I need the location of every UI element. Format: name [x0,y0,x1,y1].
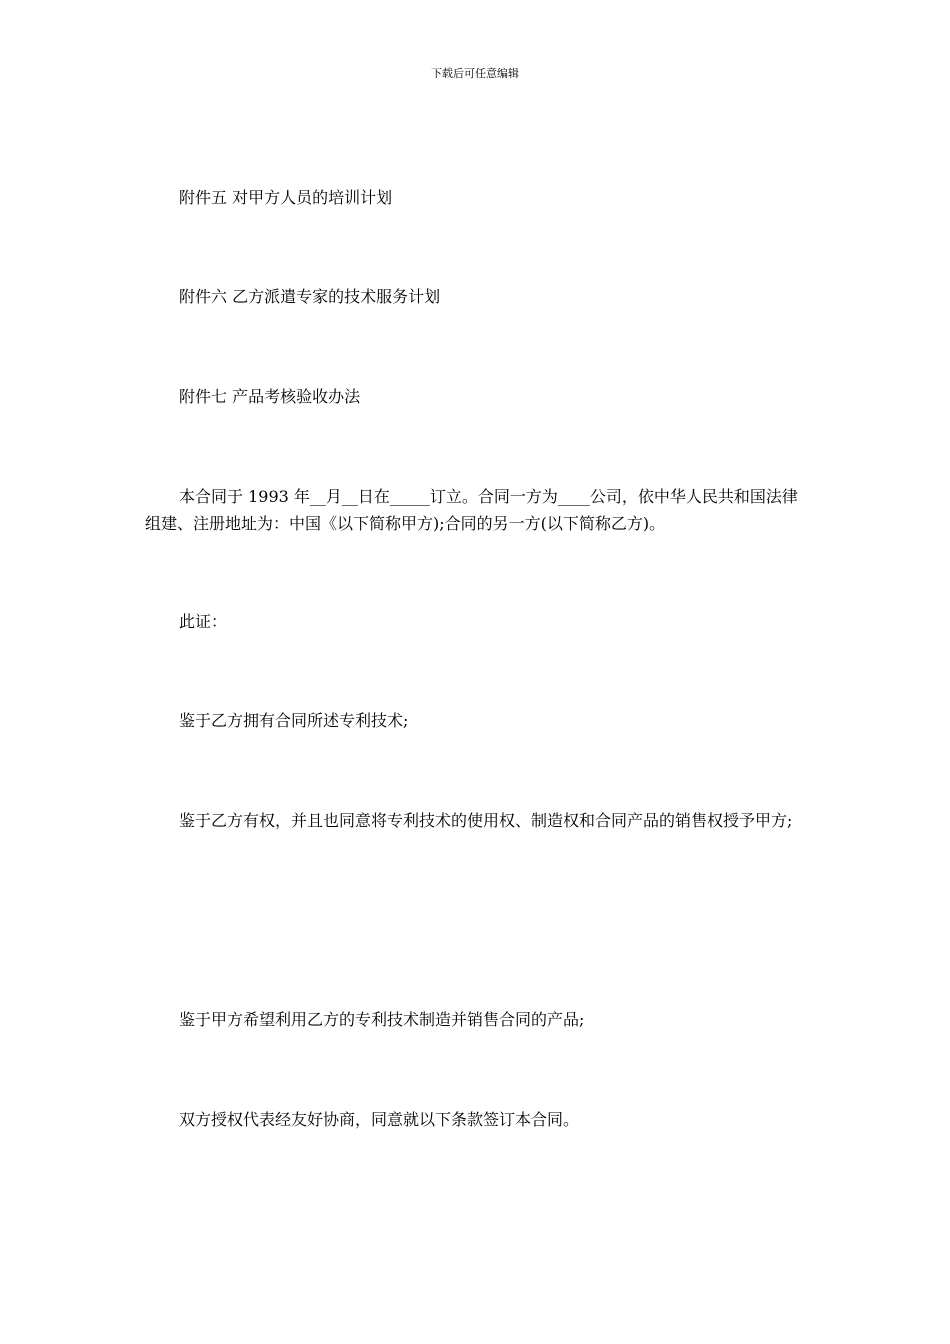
appendix-6-line: 附件六 乙方派遣专家的技术服务计划 [179,287,441,306]
appendix-5-line: 附件五 对甲方人员的培训计划 [179,188,393,207]
recital-1: 鉴于乙方拥有合同所述专利技术; [179,711,409,730]
recital-2: 鉴于乙方有权，并且也同意将专利技术的使用权、制造权和合同产品的销售权授予甲方; [179,811,793,830]
witness-line: 此证： [179,612,228,631]
appendix-7-line: 附件七 产品考核验收办法 [179,387,361,406]
page-header: 下载后可任意编辑 [431,67,519,80]
recital-3: 鉴于甲方希望利用乙方的专利技术制造并销售合同的产品; [179,1010,585,1029]
contract-intro-paragraph: 本合同于 1993 年__月__日在_____订立。合同一方为____公司，依中华人民共和国法律组建、注册地址为：中国《以下简称甲方);合同的另一方(以下简称乙方)。 [145,487,798,533]
agreement-statement: 双方授权代表经友好协商，同意就以下条款签订本合同。 [179,1110,580,1129]
